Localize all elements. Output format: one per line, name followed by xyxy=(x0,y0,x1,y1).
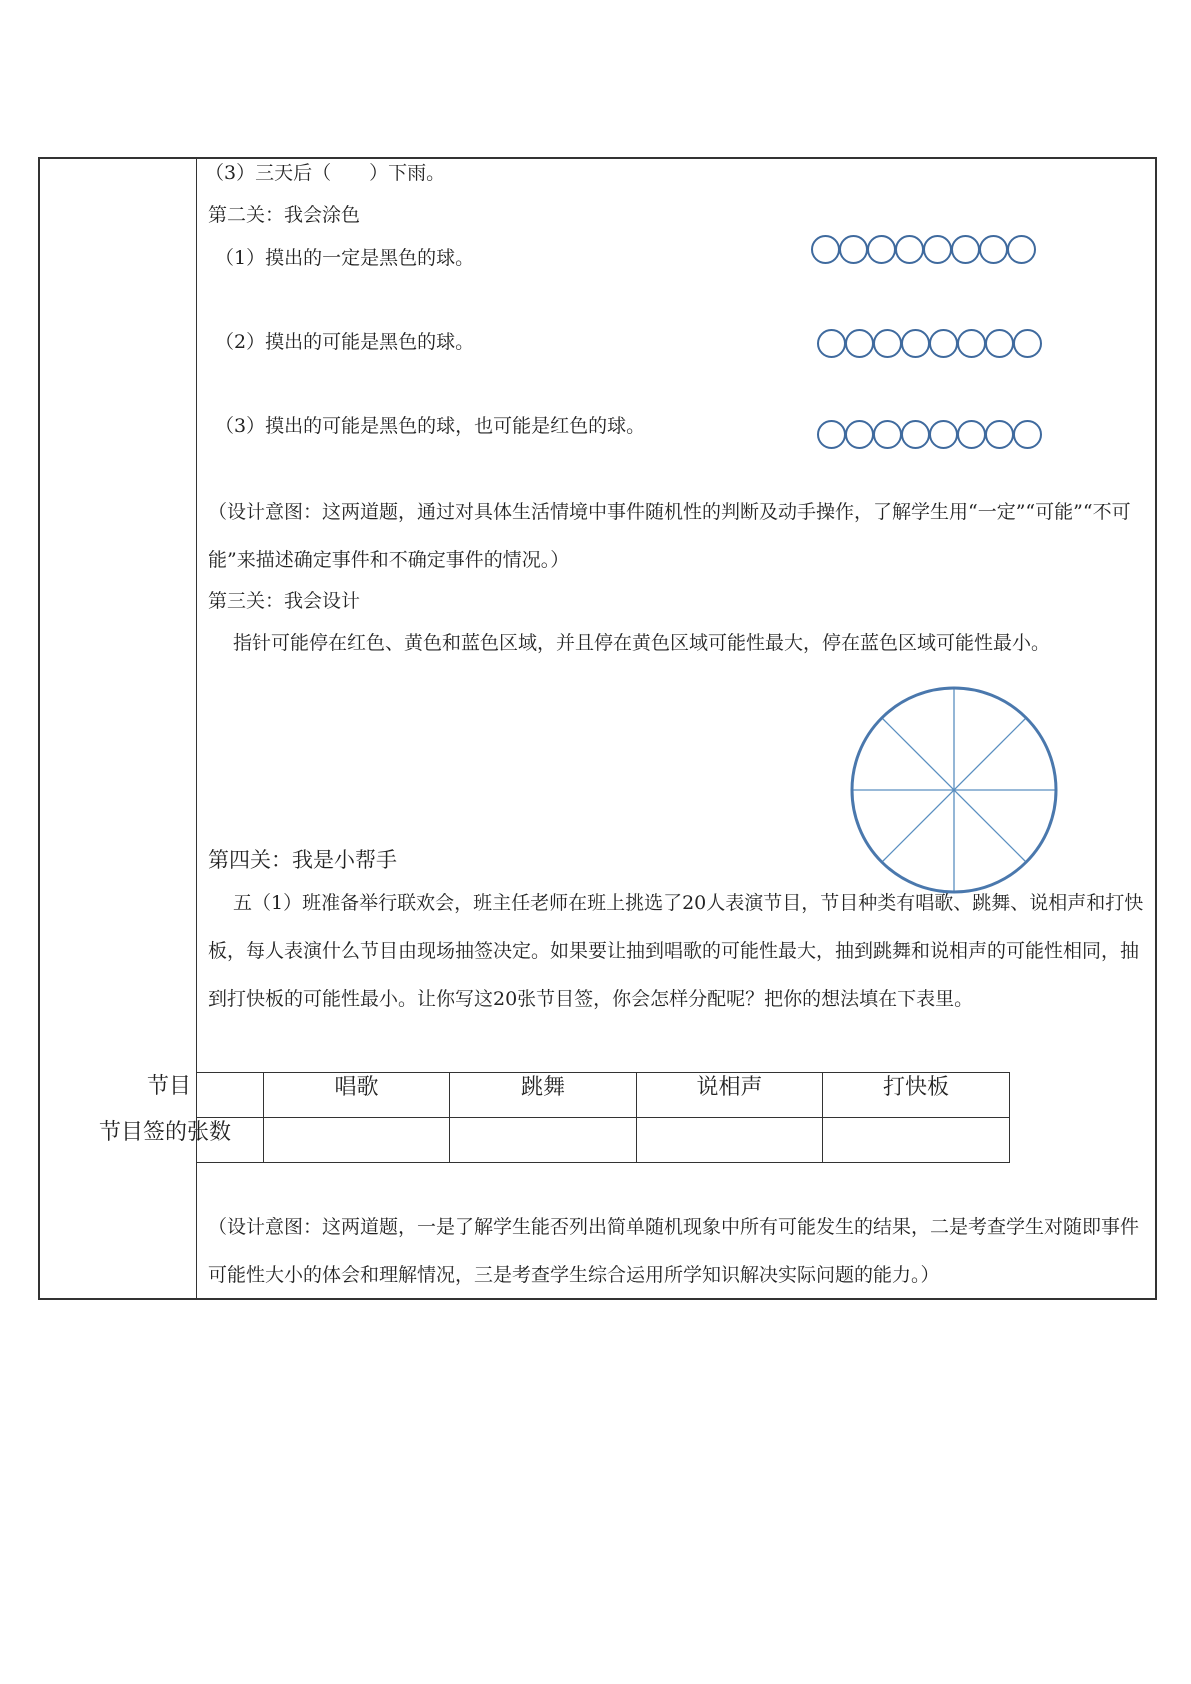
frame-top-border xyxy=(38,157,1156,159)
level-4-title: 第四关：我是小帮手 xyxy=(208,848,397,872)
table-row-label-ticket-count: 节目签的张数 xyxy=(99,1120,232,1145)
level-2-title: 第二关：我会涂色 xyxy=(208,204,361,226)
ball-circle[interactable] xyxy=(817,420,846,449)
spinner-wheel[interactable] xyxy=(848,684,1068,904)
level-2-item-3: （3）摸出的可能是黑色的球，也可能是红色的球。 xyxy=(215,415,646,437)
design-note-1: （设计意图：这两道题，通过对具体生活情境中事件随机性的判断及动手操作，了解学生用“一定”“可能”“不可能”来描述确定事件和不确定事件的情况。） xyxy=(208,501,1131,571)
ball-circle[interactable] xyxy=(817,329,846,358)
table-input-cell[interactable] xyxy=(450,1118,637,1163)
table-corner-cell xyxy=(197,1073,264,1118)
ball-circle[interactable] xyxy=(901,329,930,358)
ball-circle[interactable] xyxy=(1007,235,1036,264)
ball-circle[interactable] xyxy=(923,235,952,264)
design-note-2: （设计意图：这两道题，一是了解学生能否列出简单随机现象中所有可能发生的结果，二是考查学生对随即事件可能性大小的体会和理解情况，三是考查学生综合运用所学知识解决实际问题的能力。） xyxy=(208,1216,1140,1286)
ball-row-2[interactable] xyxy=(817,329,1041,358)
table-header-cell: 打快板 xyxy=(823,1073,1010,1118)
table-input-cell[interactable] xyxy=(823,1118,1010,1163)
ball-circle[interactable] xyxy=(929,329,958,358)
ball-circle[interactable] xyxy=(845,420,874,449)
table-blank-cell xyxy=(197,1118,264,1163)
frame-left-border xyxy=(38,157,40,1300)
ball-circle[interactable] xyxy=(1013,329,1042,358)
table-header-cell: 跳舞 xyxy=(450,1073,637,1118)
ball-circle[interactable] xyxy=(901,420,930,449)
table-header-cell: 说相声 xyxy=(637,1073,823,1118)
ball-circle[interactable] xyxy=(867,235,896,264)
table-row xyxy=(197,1073,1010,1118)
level-2-item-1: （1）摸出的一定是黑色的球。 xyxy=(215,247,475,269)
question-3-line: （3）三天后（ ）下雨。 xyxy=(205,162,446,184)
table-header-cell: 唱歌 xyxy=(264,1073,450,1118)
ball-circle[interactable] xyxy=(873,329,902,358)
ball-row-1[interactable] xyxy=(811,235,1035,264)
level-4-problem: 五（1）班准备举行联欢会，班主任老师在班上挑选了20人表演节目，节目种类有唱歌、跳舞、说相声和打快板，每人表演什么节目由现场抽签决定。如果要让抽到唱歌的可能性最大，抽到跳舞和说相声的可能性相同，抽到打快板的可能性最小。让你写这20张节目签，你会怎样分配呢？把你的想法填在下表里。 xyxy=(208,892,1144,1010)
frame-right-border xyxy=(1155,157,1157,1300)
table-row xyxy=(197,1118,1010,1163)
ball-circle[interactable] xyxy=(929,420,958,449)
ball-circle[interactable] xyxy=(895,235,924,264)
ball-circle[interactable] xyxy=(811,235,840,264)
ball-circle[interactable] xyxy=(873,420,902,449)
ball-circle[interactable] xyxy=(957,420,986,449)
ball-circle[interactable] xyxy=(957,329,986,358)
table-input-cell[interactable] xyxy=(264,1118,450,1163)
table-row-label-programs: 节目 xyxy=(147,1074,192,1099)
program-table xyxy=(196,1072,1010,1163)
ball-circle[interactable] xyxy=(985,329,1014,358)
level-3-title: 第三关：我会设计 xyxy=(208,590,361,612)
ball-circle[interactable] xyxy=(951,235,980,264)
level-3-instruction: 指针可能停在红色、黄色和蓝色区域，并且停在黄色区域可能性最大，停在蓝色区域可能性最小。 xyxy=(233,632,1051,654)
ball-circle[interactable] xyxy=(845,329,874,358)
table-input-cell[interactable] xyxy=(637,1118,823,1163)
ball-circle[interactable] xyxy=(985,420,1014,449)
ball-circle[interactable] xyxy=(1013,420,1042,449)
ball-circle[interactable] xyxy=(979,235,1008,264)
ball-row-3[interactable] xyxy=(817,420,1041,449)
level-2-item-2: （2）摸出的可能是黑色的球。 xyxy=(215,331,475,353)
ball-circle[interactable] xyxy=(839,235,868,264)
